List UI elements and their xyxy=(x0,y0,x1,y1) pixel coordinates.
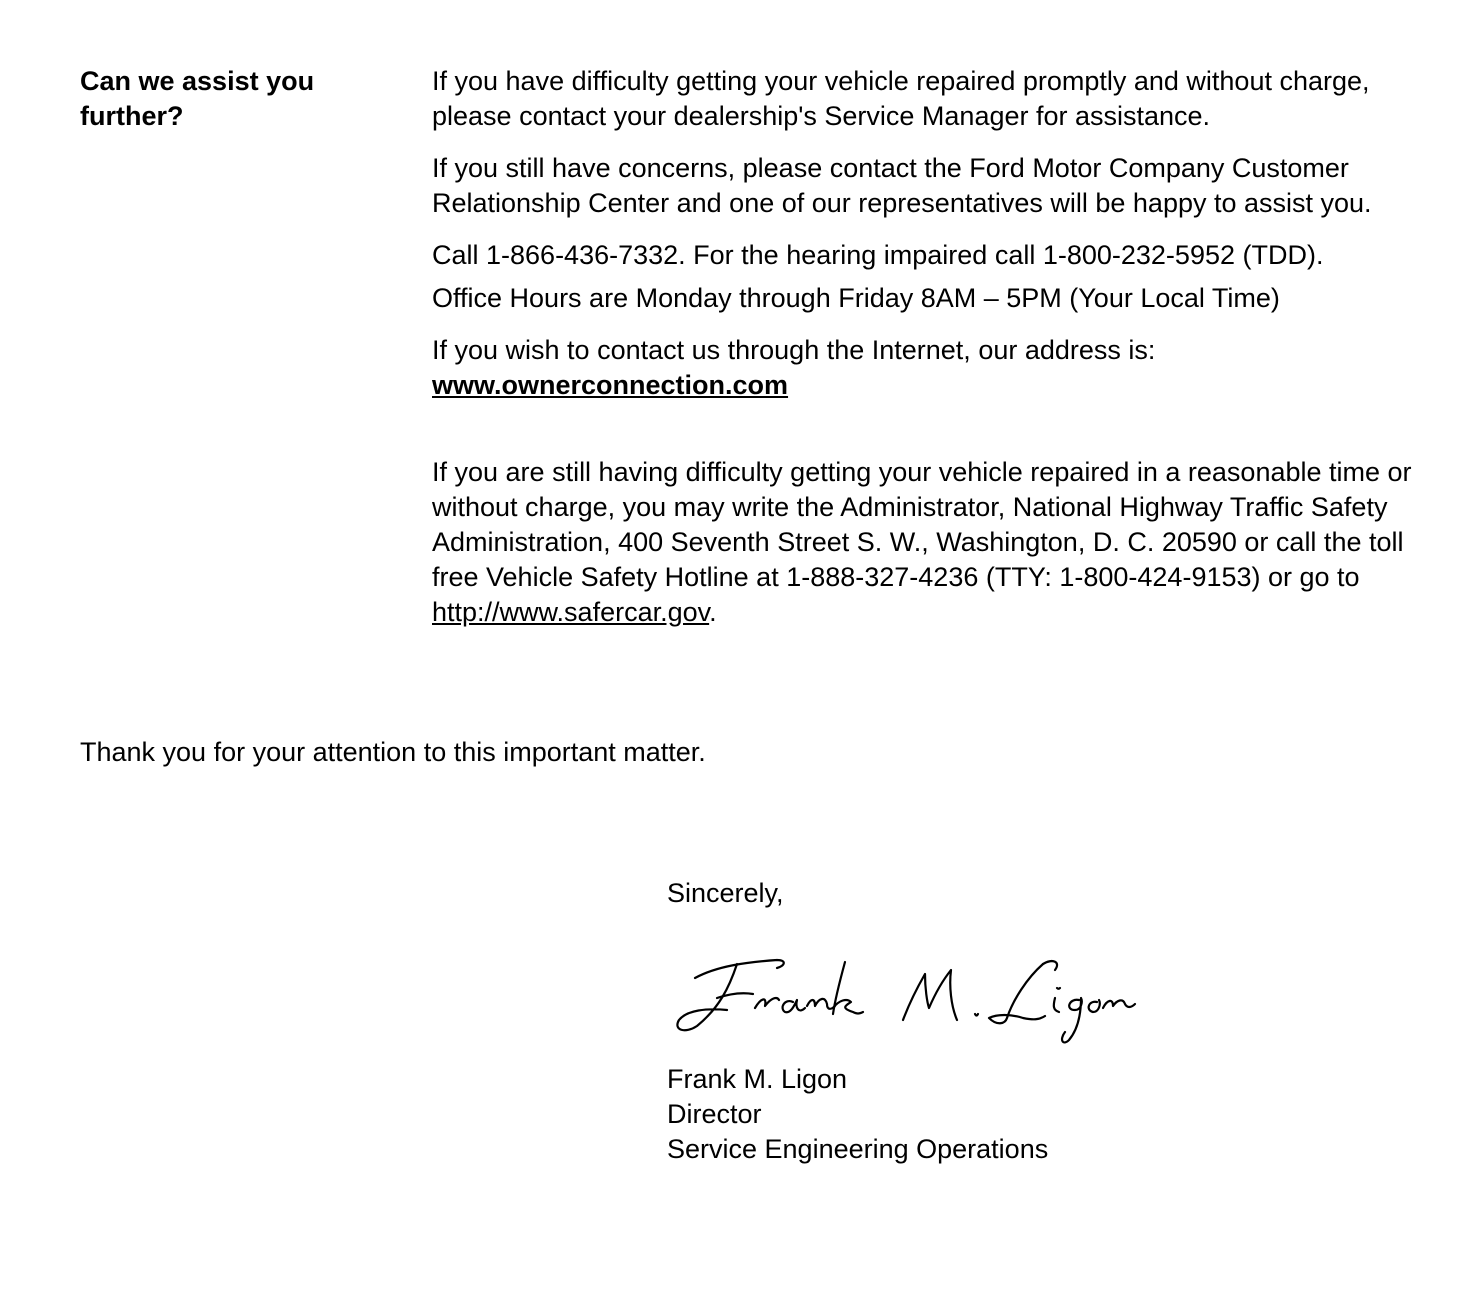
nhtsa-paragraph xyxy=(432,455,1452,630)
signer-department: Service Engineering Operations xyxy=(667,1134,1049,1164)
signer-name: Frank M. Ligon xyxy=(667,1064,848,1094)
safercar-link[interactable]: http://www.safercar.gov xyxy=(432,597,710,627)
phone-paragraph: Call 1-866-436-7332. For the hearing impaired call 1-800-232-5952 (TDD). xyxy=(432,240,1324,270)
signature-image xyxy=(667,948,1137,1048)
assistance-body xyxy=(432,64,1452,647)
internet-paragraph xyxy=(432,333,1452,403)
nhtsa-text: If you are still having difficulty getting your vehicle repaired in a reasonable time or without charge, you may write the Administrator, National Highway Traffic Safety Administration, 400 Seventh Street S. W., Washington, D. C. 20590 or call the toll free Vehicle Safety Hotline at 1-888-327-4236 (TTY: 1-800-424-9153) or go to xyxy=(432,457,1412,592)
thank-you-line: Thank you for your attention to this important matter. xyxy=(80,737,706,767)
dealer-paragraph: If you have difficulty getting your vehicle repaired promptly and without charge, please contact your dealership's Service Manager for assistance. xyxy=(432,66,1370,131)
signer-title: Director xyxy=(667,1099,762,1129)
signer-block xyxy=(667,1062,1048,1167)
customer-center-paragraph: If you still have concerns, please contact the Ford Motor Company Customer Relationship Center and one of our representatives will be happy to assist you. xyxy=(432,153,1372,218)
office-hours-paragraph: Office Hours are Monday through Friday 8AM – 5PM (Your Local Time) xyxy=(432,283,1280,313)
closing-salutation: Sincerely, xyxy=(667,878,784,908)
nhtsa-period: . xyxy=(709,597,717,627)
ownerconnection-link[interactable]: www.ownerconnection.com xyxy=(432,370,789,400)
section-heading: Can we assist you further? xyxy=(80,66,315,131)
internet-text: If you wish to contact us through the Internet, our address is: xyxy=(432,335,1156,365)
